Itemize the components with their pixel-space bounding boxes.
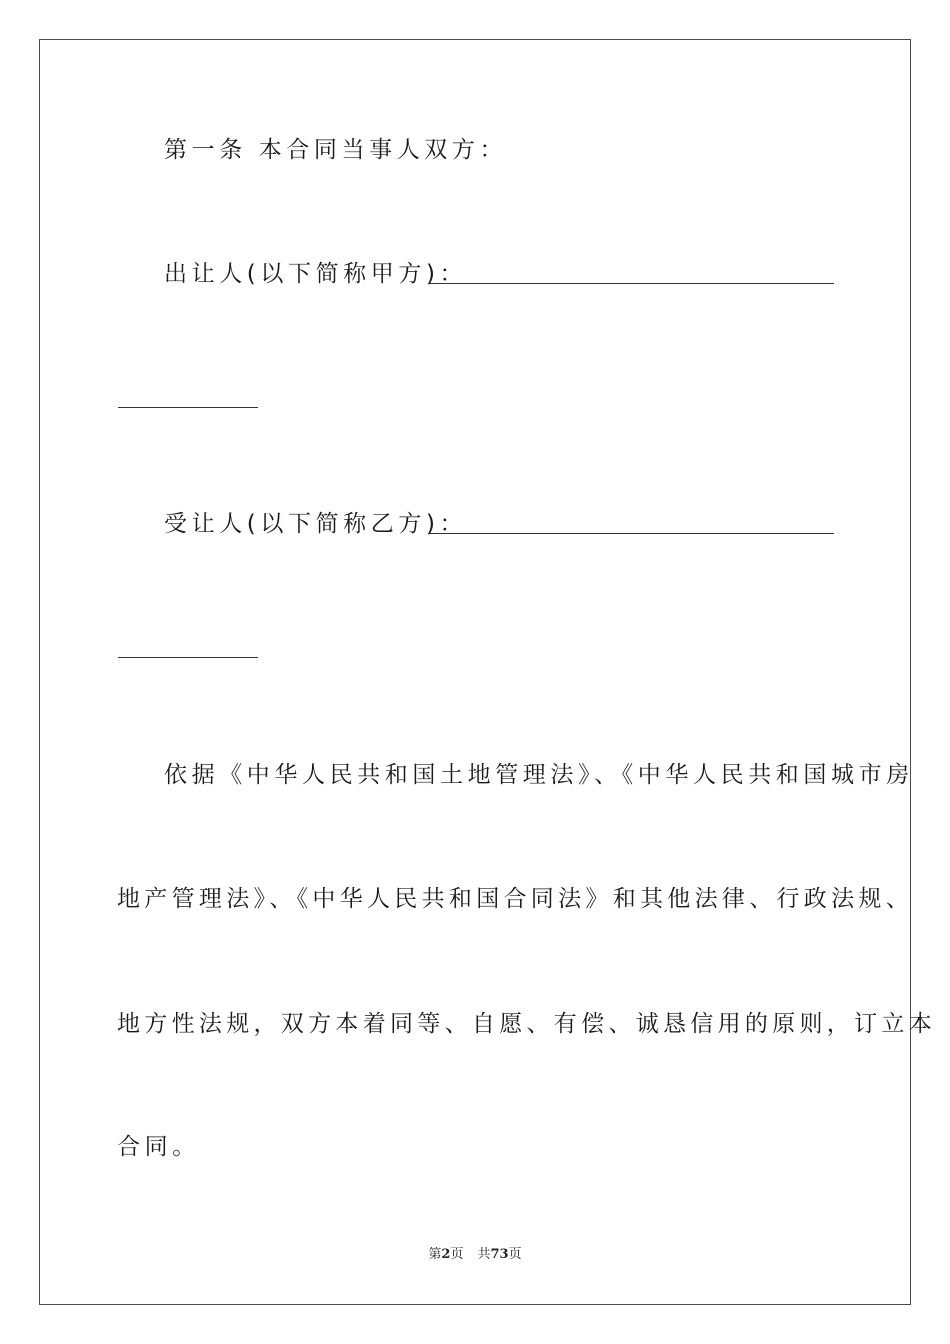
basis-paragraph-line-4: 合同。 <box>117 1134 200 1160</box>
page-footer <box>0 1246 950 1264</box>
page-border <box>39 39 911 1305</box>
footer-total-suffix: 页 <box>508 1247 522 1262</box>
party-a-blank-continuation <box>118 407 258 408</box>
basis-paragraph-line-2: 地产管理法》、《中华人民共和国合同法》和其他法律、行政法规、 <box>117 886 913 912</box>
footer-total-pages: 73 <box>490 1247 509 1262</box>
party-b-label: 受让人(以下简称乙方)： <box>164 511 468 537</box>
party-a-label: 出让人(以下简称甲方)： <box>164 261 468 287</box>
footer-page-suffix: 页 <box>450 1247 464 1262</box>
party-a-blank-line <box>428 283 834 284</box>
basis-paragraph-line-3: 地方性法规，双方本着同等、自愿、有偿、诚恳信用的原则，订立本 <box>117 1011 936 1037</box>
party-b-blank-line <box>428 533 834 534</box>
footer-page-prefix: 第 <box>428 1247 442 1262</box>
party-b-blank-continuation <box>118 657 258 658</box>
footer-current-page: 2 <box>441 1247 451 1262</box>
basis-paragraph-line-1: 依据《中华人民共和国土地管理法》、《中华人民共和国城市房 <box>164 762 914 788</box>
article-heading: 第一条 本合同当事人双方： <box>164 137 508 163</box>
footer-total-prefix: 共 <box>477 1247 491 1262</box>
